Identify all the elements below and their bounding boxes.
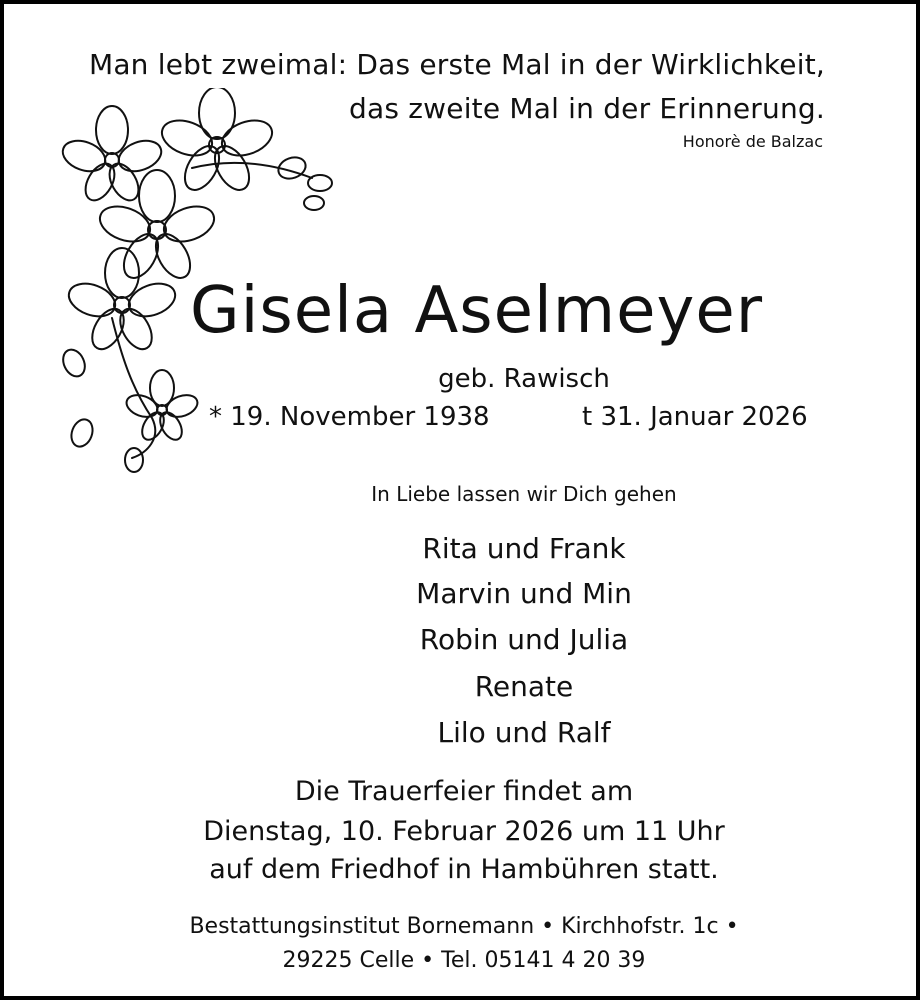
mourner-name: Robin und Julia [419,623,629,656]
birth-date: * 19. November 1938 [209,402,490,432]
quote-author: Honorè de Balzac [682,132,823,151]
quote-line-2: das zweite Mal in der Erinnerung. [349,92,825,125]
undertaker-line-1: Bestattungsinstitut Bornemann • Kirchhofstr. 1c • [189,914,739,939]
mourner-name: Marvin und Min [416,577,632,610]
mourners-intro: In Liebe lassen wir Dich gehen [371,482,677,506]
service-line-3: auf dem Friedhof in Hambühren statt. [209,854,719,885]
death-date: t 31. Januar 2026 [582,402,808,432]
undertaker-line-2: 29225 Celle • Tel. 05141 4 20 39 [282,948,646,973]
mourner-name: Rita und Frank [422,532,626,565]
service-line-1: Die Trauerfeier findet am [294,776,634,807]
quote-line-1: Man lebt zweimal: Das erste Mal in der Wirklichkeit, [88,48,825,81]
mourner-name: Lilo und Ralf [437,716,611,749]
service-line-2: Dienstag, 10. Februar 2026 um 11 Uhr [203,816,725,847]
deceased-name: Gisela Aselmeyer [190,274,763,348]
mourner-name: Renate [474,670,574,703]
birth-name: geb. Rawisch [438,364,610,394]
